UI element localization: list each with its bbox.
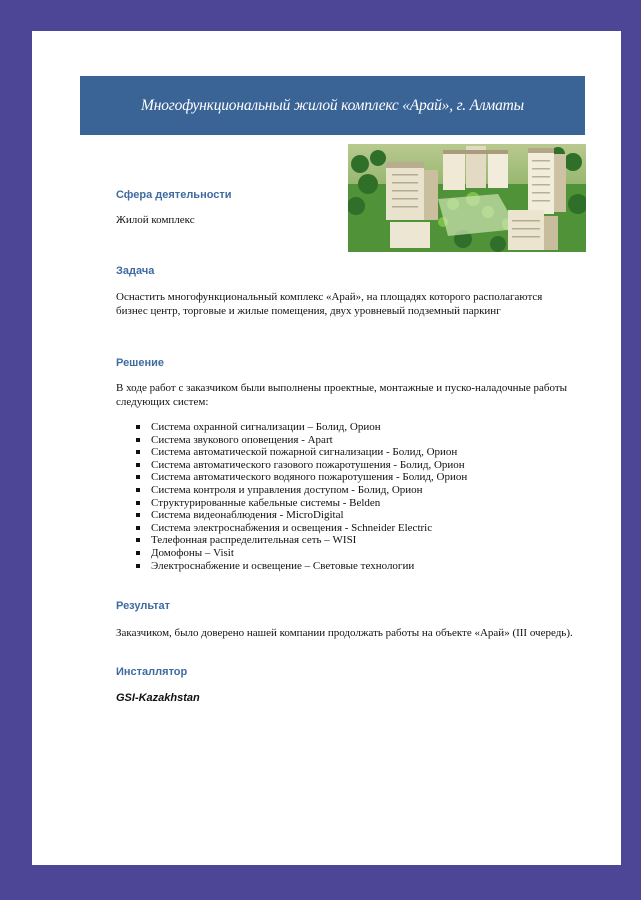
list-item bbox=[136, 497, 467, 510]
list-item-text: Система автоматической пожарной сигнализации - Болид, Орион bbox=[151, 446, 458, 459]
installer-heading: Инсталлятор bbox=[116, 666, 188, 678]
list-item-text: Электроснабжение и освещение – Световые технологии bbox=[151, 559, 415, 572]
sphere-heading: Сфера деятельности bbox=[116, 189, 232, 201]
list-item-text: Домофоны – Visit bbox=[151, 546, 234, 559]
list-item-text: Система видеонаблюдения - MicroDigital bbox=[151, 509, 344, 522]
list-item-text: Система автоматического газового пожаротушения - Болид, Орион bbox=[151, 458, 465, 471]
systems-list bbox=[136, 421, 467, 572]
list-item bbox=[136, 484, 467, 497]
list-item-text: Телефонная распределительная сеть – WISI bbox=[151, 534, 357, 547]
list-item bbox=[136, 446, 467, 459]
page-title: Многофункциональный жилой комплекс «Арай», г. Алматы bbox=[141, 96, 524, 114]
bullet-icon bbox=[136, 463, 140, 467]
bullet-icon bbox=[136, 438, 140, 442]
bullet-icon bbox=[136, 526, 140, 530]
list-item-text: Система контроля и управления доступом - Болид, Орион bbox=[151, 483, 423, 496]
list-item bbox=[136, 522, 467, 535]
bullet-icon bbox=[136, 450, 140, 454]
list-item-text: Система звукового оповещения - Apart bbox=[151, 433, 333, 446]
list-item bbox=[136, 459, 467, 472]
bullet-icon bbox=[136, 551, 140, 555]
list-item-text: Система охранной сигнализации – Болид, Орион bbox=[151, 421, 381, 433]
list-item-text: Структурированные кабельные системы - Belden bbox=[151, 496, 381, 509]
list-item bbox=[136, 560, 467, 573]
task-text: Оснастить многофункциональный комплекс «Арай», на площадях которого располагаются бизнес центр, торговые и жилые помещения, двух уровневый подземный паркинг bbox=[116, 291, 543, 317]
installer-name: GSI-Kazakhstan bbox=[116, 692, 200, 704]
list-item-text: Система автоматического водяного пожаротушения - Болид, Орион bbox=[151, 471, 468, 484]
list-item bbox=[136, 471, 467, 484]
list-item bbox=[136, 547, 467, 560]
complex-photo bbox=[348, 144, 586, 252]
list-item bbox=[136, 509, 467, 522]
list-item bbox=[136, 434, 467, 447]
bullet-icon bbox=[136, 564, 140, 568]
document-page bbox=[32, 31, 621, 865]
bullet-icon bbox=[136, 488, 140, 492]
bullet-icon bbox=[136, 538, 140, 542]
list-item bbox=[136, 534, 467, 547]
task-heading: Задача bbox=[116, 265, 155, 277]
solution-text: В ходе работ с заказчиком были выполнены проектные, монтажные и пуско-наладочные работы следующих систем: bbox=[116, 382, 568, 408]
result-heading: Результат bbox=[116, 600, 171, 612]
bullet-icon bbox=[136, 501, 140, 505]
bullet-icon bbox=[136, 513, 140, 517]
result-text: Заказчиком, было доверено нашей компании продолжать работы на объекте «Арай» (III очередь). bbox=[116, 627, 573, 639]
bullet-icon bbox=[136, 475, 140, 479]
sphere-text: Жилой комплекс bbox=[116, 214, 195, 226]
title-banner bbox=[80, 76, 585, 135]
list-item bbox=[136, 421, 467, 434]
list-item-text: Система электроснабжения и освещения - Schneider Electric bbox=[151, 521, 433, 534]
solution-heading: Решение bbox=[116, 357, 164, 369]
bullet-icon bbox=[136, 425, 140, 429]
